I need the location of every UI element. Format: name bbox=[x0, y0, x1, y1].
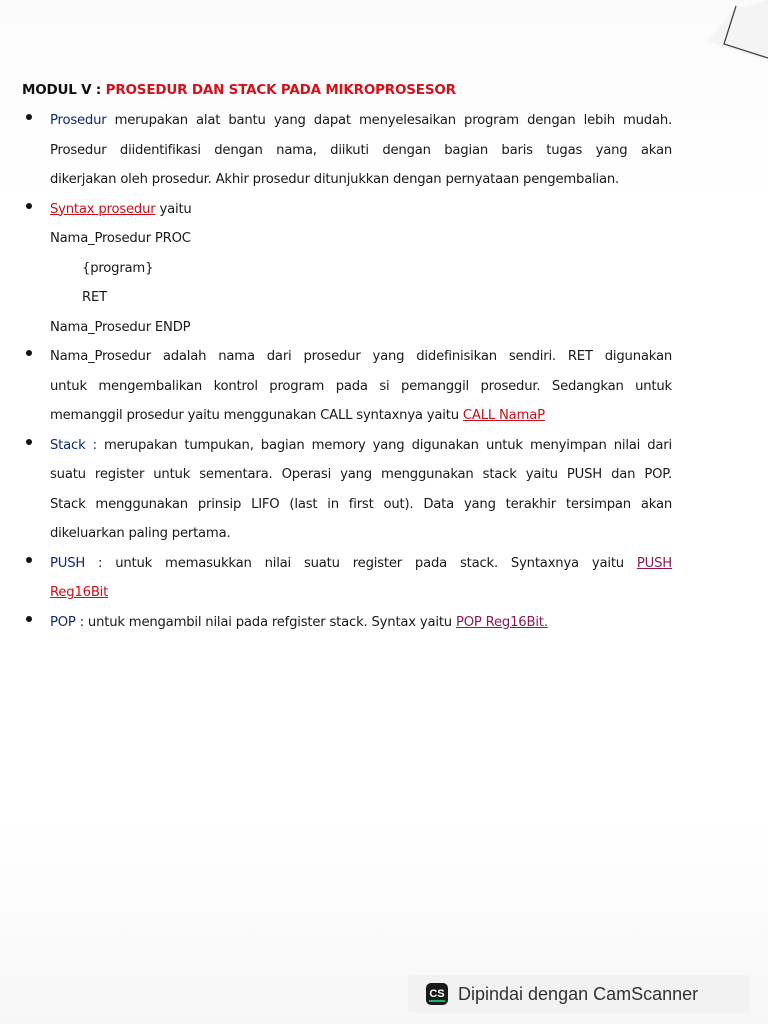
list-item-stack: Stack : merupakan tumpukan, bagian memory yang digunakan untuk menyimpan nilai dari suatu register untuk sementara. Operasi yang menggunakan stack yaitu PUSH dan POP. Stack menggunakan prinsip LIFO (last in first out). Data yang terakhir tersimpan akan dikeluarkan paling pertama. bbox=[22, 431, 672, 549]
camscanner-logo-icon: CS bbox=[426, 983, 448, 1005]
list-item-syntax: Syntax prosedur yaitu Nama_Prosedur PROC {program} RET Nama_Prosedur ENDP bbox=[22, 195, 672, 343]
code-line: RET bbox=[82, 290, 107, 305]
page-title: MODUL V : PROSEDUR DAN STACK PADA MIKROPROSESOR bbox=[22, 82, 456, 98]
bullet-icon bbox=[26, 616, 32, 622]
call-syntax-link: CALL NamaP bbox=[462, 408, 545, 423]
bullet-list bbox=[22, 106, 672, 637]
list-item-push: PUSH : untuk memasukkan nilai suatu register pada stack. Syntaxnya yaitu PUSH Reg16Bit bbox=[22, 549, 672, 608]
list-item-prosedur: Prosedur merupakan alat bantu yang dapat menyelesaikan program dengan lebih mudah. Prosedur diidentifikasi dengan nama, diikuti dengan bagian baris tugas yang akan dikerjakan oleh prosedur. Akhir prosedur ditunjukkan dengan pernyataan pengembalian. bbox=[22, 106, 672, 195]
push-syntax-link-cont: Reg16Bit bbox=[50, 585, 109, 600]
bullet-icon bbox=[26, 439, 32, 445]
code-line: {program} bbox=[82, 260, 154, 276]
push-syntax-link: PUSH bbox=[636, 555, 673, 571]
camscanner-label: Dipindai dengan CamScanner bbox=[458, 983, 699, 1004]
document-body bbox=[22, 82, 672, 637]
list-item-pop: POP : untuk mengambil nilai pada refgister stack. Syntax yaitu POP Reg16Bit. bbox=[22, 608, 672, 638]
bullet-icon bbox=[26, 557, 32, 563]
bullet-icon bbox=[26, 203, 32, 209]
pop-syntax-link: POP Reg16Bit. bbox=[455, 614, 548, 630]
folded-corner bbox=[708, 0, 768, 70]
list-item-nama-prosedur: Nama_Prosedur adalah nama dari prosedur yang didefinisikan sendiri. RET digunakan untuk mengembalikan kontrol program pada si pemanggil prosedur. Sedangkan untuk memanggil prosedur yaitu menggunakan CALL syntaxnya yaitu CALL NamaP bbox=[22, 342, 672, 431]
bullet-icon bbox=[26, 114, 32, 120]
syntax-prosedur-link: Syntax prosedur bbox=[50, 201, 156, 217]
camscanner-watermark bbox=[408, 975, 750, 1013]
bullet-icon bbox=[26, 350, 32, 356]
code-line: Nama_Prosedur PROC bbox=[50, 231, 191, 246]
code-line: Nama_Prosedur ENDP bbox=[50, 319, 191, 335]
